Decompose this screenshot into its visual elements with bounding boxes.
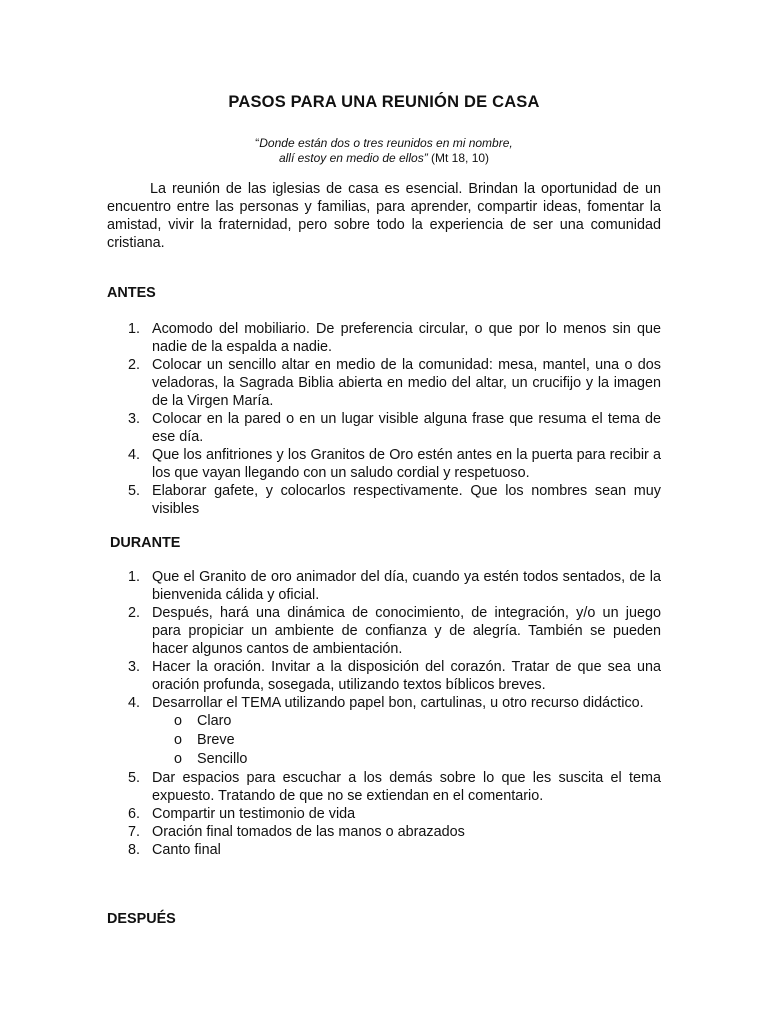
item-number: 2. [128, 357, 141, 373]
item-text: Elaborar gafete, y colocarlos respectivamente. Que los nombres sean muy visibles [152, 483, 661, 517]
document-title: PASOS PARA UNA REUNIÓN DE CASA [228, 93, 540, 111]
item-number: 4. [128, 447, 141, 463]
sub-item-text: Breve [197, 732, 235, 748]
bullet-marker: o [174, 713, 183, 729]
sub-list [152, 712, 661, 769]
intro-paragraph: La reunión de las iglesias de casa es esencial. Brindan la oportunidad de un encuentro entre las personas y familias, para aprender, compartir ideas, fomentar la amistad, vivir la fraternidad, pero sobre todo la experiencia de ser una comunidad cristiana. [107, 181, 661, 251]
item-text: Dar espacios para escuchar a los demás sobre lo que les suscita el tema expuesto. Tratando de que no se extiendan en el comentario. [152, 770, 661, 804]
item-text: Compartir un testimonio de vida [152, 806, 356, 822]
list-item [107, 410, 661, 446]
item-number: 3. [128, 411, 141, 427]
quote-text-2: allí estoy en medio de ellos” [278, 151, 428, 165]
list-item [107, 805, 661, 823]
bullet-marker: o [174, 732, 183, 748]
item-number: 6. [128, 806, 141, 822]
list-item [107, 482, 661, 518]
list-item [107, 356, 661, 410]
quote-text-1: Donde están dos o tres reunidos en mi nombre, [259, 136, 513, 150]
item-number: 8. [128, 842, 141, 858]
section-heading-durante: DURANTE [110, 535, 181, 551]
item-number: 4. [128, 695, 141, 711]
section-heading-antes: ANTES [107, 285, 156, 301]
list-item [107, 823, 661, 841]
list-antes [107, 320, 661, 518]
list-item [107, 694, 661, 769]
sub-list-item [152, 731, 661, 750]
item-text: Colocar en la pared o en un lugar visible alguna frase que resuma el tema de ese día. [152, 411, 661, 445]
document-page [107, 0, 661, 1024]
list-item [107, 658, 661, 694]
item-text: Desarrollar el TEMA utilizando papel bon, cartulinas, u otro recurso didáctico. [152, 695, 644, 711]
list-item [107, 841, 661, 859]
list-item [107, 446, 661, 482]
list-durante [107, 568, 661, 859]
sub-item-text: Claro [197, 713, 232, 729]
item-number: 1. [128, 321, 141, 337]
item-text: Después, hará una dinámica de conocimiento, de integración, y/o un juego para propiciar un ambiente de confianza y de alegría. También se pueden hacer algunos cantos de ambientación. [152, 605, 661, 657]
item-number: 5. [128, 483, 141, 499]
item-text: Colocar un sencillo altar en medio de la comunidad: mesa, mantel, una o dos veladoras, la Sagrada Biblia abierta en medio del altar, un crucifijo y la imagen de la Virgen María. [152, 357, 661, 409]
quote-open-mark: “ [255, 136, 260, 150]
list-item [107, 320, 661, 356]
item-number: 5. [128, 770, 141, 786]
item-text: Canto final [152, 842, 221, 858]
item-text: Que los anfitriones y los Granitos de Oro estén antes en la puerta para recibir a los que vayan llegando con un saludo cordial y respetuoso. [152, 447, 661, 481]
list-item [107, 568, 661, 604]
epigraph-quote [107, 136, 661, 166]
sub-item-text: Sencillo [197, 751, 248, 767]
quote-line-2 [107, 151, 661, 166]
list-item [107, 769, 661, 805]
item-text: Que el Granito de oro animador del día, cuando ya estén todos sentados, de la bienvenida cálida y oficial. [152, 569, 661, 603]
quote-reference: (Mt 18, 10) [427, 151, 490, 165]
list-item [107, 604, 661, 658]
sub-list-item [152, 712, 661, 731]
section-heading-despues: DESPUÉS [107, 911, 176, 927]
item-number: 2. [128, 605, 141, 621]
item-number: 1. [128, 569, 141, 585]
quote-line-1 [107, 136, 661, 151]
item-number: 7. [128, 824, 141, 840]
item-number: 3. [128, 659, 141, 675]
sub-list-item [152, 750, 661, 769]
bullet-marker: o [174, 751, 183, 767]
item-text: Hacer la oración. Invitar a la disposición del corazón. Tratar de que sea una oración profunda, sosegada, utilizando textos bíblicos breves. [152, 659, 661, 693]
item-text: Oración final tomados de las manos o abrazados [152, 824, 465, 840]
item-text: Acomodo del mobiliario. De preferencia circular, o que por lo menos sin que nadie de la espalda a nadie. [152, 321, 661, 355]
